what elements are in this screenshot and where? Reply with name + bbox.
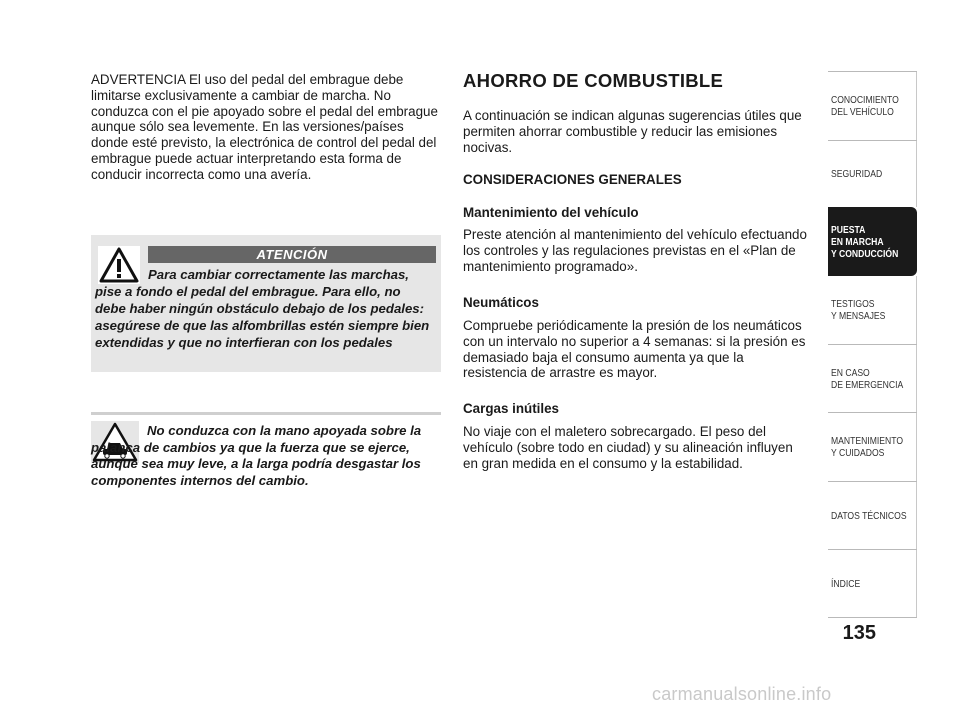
caution-text-content: No conduzca con la mano apoyada sobre la palanca de cambios ya que la fuerza que se ejerce, aunque sea muy leve, a la larga podría desgastar los componentes internos del cambio. <box>91 423 422 488</box>
subsection-title: CONSIDERACIONES GENERALES <box>463 172 682 187</box>
tab-line: EN MARCHA <box>831 235 884 248</box>
caution-divider <box>91 412 441 415</box>
text-mantenimiento: Preste atención al mantenimiento del vehículo efectuando los controles y las regulaciones previstas en el «Plan de mantenimiento programado». <box>463 227 807 274</box>
tab-mantenimiento[interactable] <box>828 413 917 481</box>
tab-line: ÍNDICE <box>831 577 861 590</box>
tab-line: SEGURIDAD <box>831 168 883 180</box>
caution-text <box>91 423 441 489</box>
tab-line: CONOCIMIENTO <box>831 94 899 106</box>
text-cargas: No viaje con el maletero sobrecargado. El peso del vehículo (sobre todo en ciudad) y su alineación influyen en gran medida en el consumo y la estabilidad. <box>463 424 793 471</box>
tab-line: TESTIGOS <box>831 298 875 310</box>
warning-paragraph: ADVERTENCIA El uso del pedal del embrague debe limitarse exclusivamente a cambiar de marcha. No conduzca con el pie apoyado sobre el pedal del embrague aunque sólo sea levemente. En las versiones/países donde esté previsto, la electrónica de control del pedal del embrague puede actuar interpretando esta forma de conducir incorrecta como una avería. <box>91 72 438 182</box>
section-title: AHORRO DE COMBUSTIBLE <box>463 70 724 91</box>
attention-text: Para cambiar correctamente las marchas, pise a fondo el pedal del embrague. Para ello, no debe haber ningún obstáculo debajo de los pedales: asegúrese de que las alfombrillas estén siempre bien extendidas y que no interfieran con los pedales <box>95 267 430 350</box>
tab-line: DE EMERGENCIA <box>831 378 904 391</box>
heading-neumaticos: Neumáticos <box>463 295 539 310</box>
intro-paragraph: A continuación se indican algunas sugerencias útiles que permiten ahorrar combustible y reducir las emisiones nocivas. <box>463 108 802 155</box>
heading-mantenimiento: Mantenimiento del vehículo <box>463 205 639 220</box>
tab-emergencia[interactable] <box>828 345 917 412</box>
tab-line: Y MENSAJES <box>831 310 886 322</box>
attention-header: ATENCIÓN <box>148 246 436 263</box>
tab-line: Y CUIDADOS <box>831 447 885 459</box>
tab-conocimiento[interactable] <box>828 72 917 140</box>
tab-line: MANTENIMIENTO <box>831 435 904 447</box>
heading-cargas: Cargas inútiles <box>463 401 559 416</box>
tab-line: DATOS TÉCNICOS <box>831 509 907 522</box>
tab-indice[interactable] <box>828 550 917 617</box>
page-number: 135 <box>842 622 876 644</box>
tab-datos-tecnicos[interactable] <box>828 482 917 549</box>
tab-line: EN CASO <box>831 366 870 379</box>
tab-seguridad[interactable] <box>828 141 917 207</box>
tab-separator <box>828 617 917 618</box>
tab-line: Y CONDUCCIÓN <box>831 247 899 260</box>
tab-testigos[interactable] <box>828 276 917 344</box>
tab-puesta-en-marcha[interactable] <box>828 207 917 276</box>
watermark: carmanualsonline.info <box>652 684 832 704</box>
text-neumaticos: Compruebe periódicamente la presión de los neumáticos con un intervalo no superior a 4 semanas: si la presión es demasiado baja el consumo aumenta ya que la resistencia de arrastre es mayor. <box>463 318 806 381</box>
tab-line: PUESTA <box>831 223 866 236</box>
tab-line: DEL VEHÍCULO <box>831 106 894 118</box>
